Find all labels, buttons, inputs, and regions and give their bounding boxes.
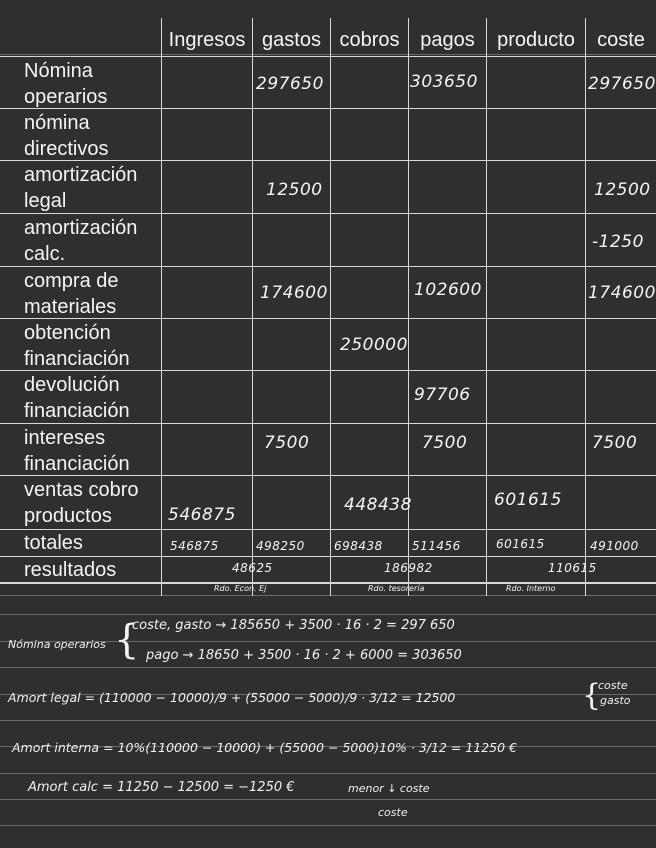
result-tesoreria-caption: Rdo. tesorería <box>368 584 425 593</box>
cell-value: 303650 <box>410 72 478 92</box>
total-pagos: 511456 <box>412 539 461 553</box>
amort-legal-tail-2: gasto <box>600 694 631 707</box>
col-header-ingresos: Ingresos <box>168 29 246 51</box>
row-label: devolución financiación <box>24 374 130 422</box>
amort-interna-note: Amort interna = 10%(110000 − 10000) + (55000 − 5000)10% · 3/12 = 11250 € <box>12 740 518 755</box>
cell-value: 174600 <box>588 283 656 303</box>
amort-calc-note-1: menor ↓ coste <box>348 782 430 795</box>
cell-value: 297650 <box>588 74 656 94</box>
cell-value: 7500 <box>592 433 638 453</box>
amort-calc-note: Amort calc = 11250 − 12500 = −1250 € <box>28 780 295 795</box>
total-gastos: 498250 <box>256 539 305 553</box>
brace-icon: { <box>114 617 140 663</box>
result-economico-caption: Rdo. Econ. Ej <box>214 584 267 593</box>
col-header-coste: coste <box>597 29 645 51</box>
row-label: amortización legal <box>24 164 138 212</box>
row-label: amortización calc. <box>24 217 138 265</box>
cell-value: -1250 <box>592 232 644 252</box>
cell-value: 546875 <box>168 505 236 525</box>
col-header-cobros: cobros <box>339 29 400 51</box>
row-label: intereses financiación <box>24 427 130 475</box>
total-cobros: 698438 <box>334 539 383 553</box>
total-coste: 491000 <box>590 539 639 553</box>
cell-value: 97706 <box>414 385 471 405</box>
cell-value: 601615 <box>494 490 562 510</box>
row-label: nómina directivos <box>24 112 109 160</box>
result-tesoreria: 186982 <box>384 561 433 575</box>
results-label: resultados <box>24 559 117 581</box>
cell-value: 250000 <box>340 335 408 355</box>
cell-value: 12500 <box>594 180 651 200</box>
total-ingresos: 546875 <box>170 539 219 553</box>
row-label: Nómina operarios <box>24 60 108 108</box>
amort-calc-note-2: coste <box>378 806 408 819</box>
cell-value: 7500 <box>264 433 310 453</box>
result-interno: 110615 <box>548 561 597 575</box>
amort-legal-tail-1: coste <box>598 679 628 692</box>
result-interno-caption: Rdo. Interno <box>506 584 556 593</box>
nomina-note-line2: pago → 18650 + 3500 · 16 · 2 + 6000 = 303650 <box>146 648 462 663</box>
row-label: compra de materiales <box>24 270 119 318</box>
totals-label: totales <box>24 532 83 554</box>
nomina-note-line1: coste, gasto → 185650 + 3500 · 16 · 2 = 297 650 <box>132 618 455 633</box>
col-header-pagos: pagos <box>420 29 475 51</box>
cell-value: 12500 <box>266 180 323 200</box>
cell-value: 7500 <box>422 433 468 453</box>
row-label: ventas cobro productos <box>24 479 139 527</box>
nomina-note-label: Nómina operarios <box>8 638 106 651</box>
amort-legal-note: Amort legal = (110000 − 10000)/9 + (55000 − 5000)/9 · 3/12 = 12500 <box>8 690 456 705</box>
col-header-producto: producto <box>497 29 575 51</box>
row-label: obtención financiación <box>24 322 130 370</box>
total-producto: 601615 <box>496 537 545 551</box>
col-header-gastos: gastos <box>262 29 321 51</box>
brace-icon: { <box>582 678 602 713</box>
cell-value: 448438 <box>344 495 412 515</box>
cell-value: 174600 <box>260 283 328 303</box>
cell-value: 102600 <box>414 280 482 300</box>
result-economico: 48625 <box>232 561 273 575</box>
cell-value: 297650 <box>256 74 324 94</box>
